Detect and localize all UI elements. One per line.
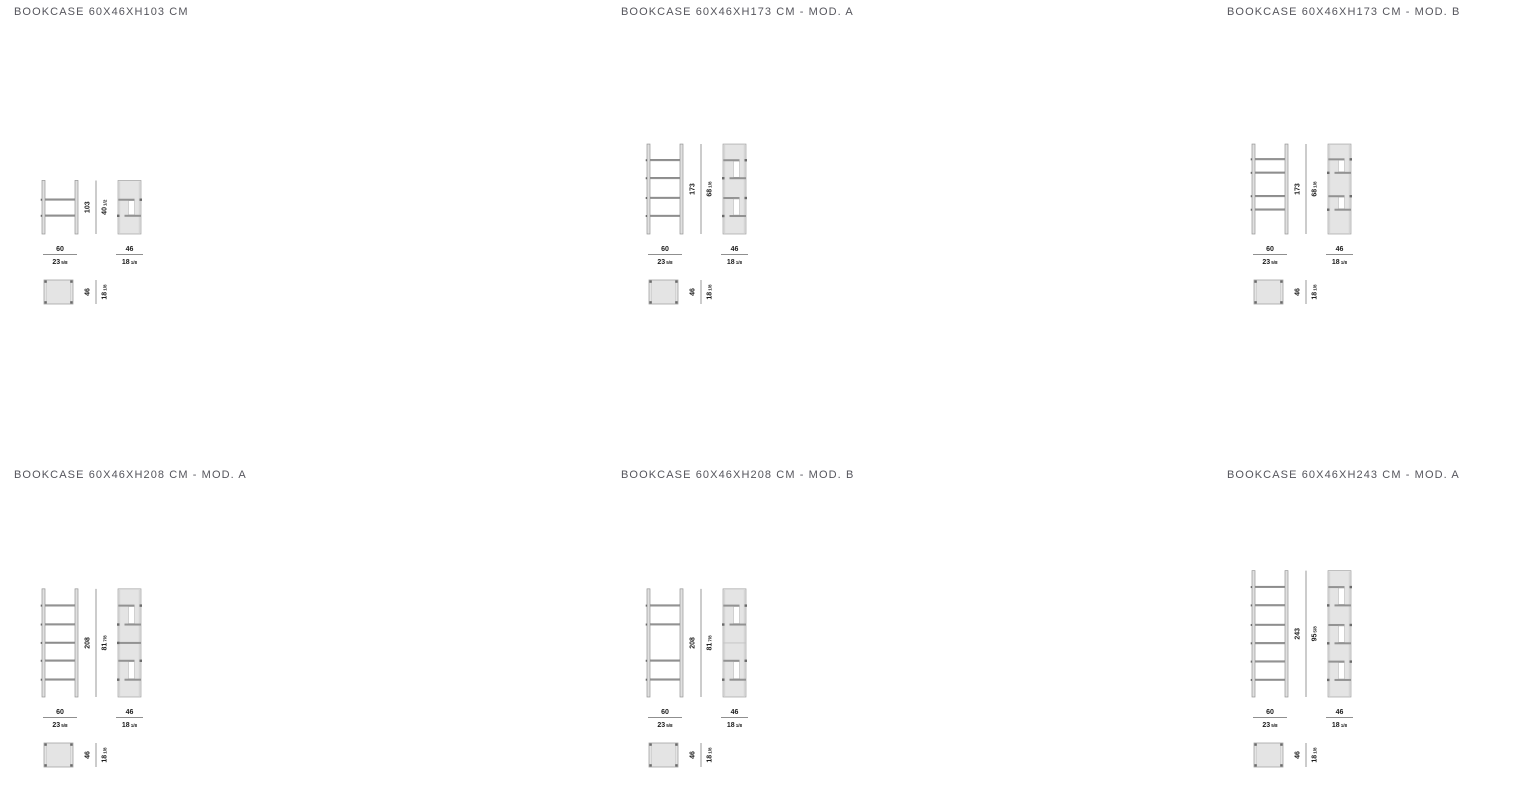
svg-text:181/8: 181/8: [121, 722, 138, 729]
width-dimension-side: [116, 246, 143, 266]
height-dimension: [1294, 144, 1318, 234]
height-dimension: [689, 144, 713, 234]
width-dimension-side: [116, 709, 143, 729]
svg-text:46: 46: [125, 246, 134, 253]
svg-text:173: 173: [689, 183, 697, 195]
svg-text:181/8: 181/8: [1331, 259, 1348, 266]
svg-text:60: 60: [661, 246, 669, 253]
svg-text:243: 243: [1294, 627, 1302, 640]
product-title: BOOKCASE 60X46XH208 CM - MOD. B: [621, 469, 855, 481]
front-elevation: [41, 180, 78, 234]
side-elevation: [722, 589, 747, 697]
product-cell: [607, 463, 1213, 796]
product-title: BOOKCASE 60X46XH103 CM: [14, 6, 189, 18]
product-cell: [1213, 0, 1537, 463]
technical-drawing: [40, 567, 170, 777]
height-dimension: [84, 180, 108, 234]
technical-drawing: [645, 567, 775, 777]
side-elevation: [117, 180, 142, 234]
front-elevation: [41, 589, 78, 697]
svg-text:817/8: 817/8: [706, 635, 714, 651]
svg-text:208: 208: [689, 637, 697, 649]
technical-drawing: [645, 104, 775, 314]
product-cell: [607, 0, 1213, 463]
product-title: BOOKCASE 60X46XH243 CM - MOD. A: [1227, 469, 1460, 481]
svg-text:46: 46: [1294, 288, 1302, 296]
svg-text:235/8: 235/8: [52, 259, 68, 266]
height-dimension: [1294, 571, 1318, 697]
svg-text:60: 60: [56, 246, 64, 253]
top-view: [649, 280, 678, 304]
svg-text:181/8: 181/8: [1311, 284, 1319, 300]
svg-text:181/8: 181/8: [726, 259, 743, 266]
svg-text:46: 46: [1335, 246, 1344, 253]
product-title: BOOKCASE 60X46XH173 CM - MOD. A: [621, 6, 854, 18]
side-elevation: [1327, 571, 1352, 697]
product-title: BOOKCASE 60X46XH208 CM - MOD. A: [14, 469, 247, 481]
svg-text:46: 46: [730, 709, 739, 716]
depth-dimension: [84, 280, 108, 304]
depth-dimension: [84, 743, 108, 767]
svg-text:181/8: 181/8: [101, 284, 109, 300]
side-elevation: [117, 589, 142, 697]
front-elevation: [1251, 144, 1288, 234]
svg-text:235/8: 235/8: [52, 722, 68, 729]
technical-drawing: [1250, 567, 1380, 777]
product-cell: [1213, 463, 1537, 796]
width-dimension-front: [1253, 709, 1287, 729]
technical-drawing: [40, 104, 170, 314]
top-view: [44, 743, 73, 767]
depth-dimension: [1294, 280, 1318, 304]
svg-text:46: 46: [84, 288, 92, 296]
svg-text:46: 46: [125, 709, 134, 716]
svg-text:955/8: 955/8: [1311, 626, 1319, 642]
width-dimension-front: [43, 709, 77, 729]
width-dimension-front: [648, 246, 682, 266]
width-dimension-front: [648, 709, 682, 729]
width-dimension-front: [1253, 246, 1287, 266]
svg-text:60: 60: [1266, 709, 1274, 716]
svg-text:103: 103: [84, 201, 92, 214]
svg-text:817/8: 817/8: [101, 635, 109, 651]
top-view: [1254, 280, 1283, 304]
top-view: [44, 280, 73, 304]
width-dimension-side: [721, 709, 748, 729]
width-dimension-side: [721, 246, 748, 266]
svg-text:181/8: 181/8: [121, 259, 138, 266]
side-elevation: [1327, 144, 1352, 234]
top-view: [649, 743, 678, 767]
svg-text:181/8: 181/8: [726, 722, 743, 729]
svg-text:173: 173: [1294, 183, 1302, 195]
front-elevation: [1251, 571, 1288, 697]
svg-text:46: 46: [84, 751, 92, 759]
svg-text:401/2: 401/2: [101, 199, 109, 215]
depth-dimension: [689, 743, 713, 767]
svg-text:681/8: 681/8: [1311, 181, 1319, 197]
svg-text:46: 46: [689, 751, 697, 759]
front-elevation: [646, 144, 683, 234]
depth-dimension: [689, 280, 713, 304]
svg-text:60: 60: [56, 709, 64, 716]
product-title: BOOKCASE 60X46XH173 CM - MOD. B: [1227, 6, 1461, 18]
svg-text:208: 208: [84, 637, 92, 649]
width-dimension-side: [1326, 709, 1353, 729]
height-dimension: [689, 589, 713, 697]
top-view: [1254, 743, 1283, 767]
svg-text:46: 46: [730, 246, 739, 253]
product-cell: [0, 463, 607, 796]
svg-text:235/8: 235/8: [657, 722, 673, 729]
svg-text:181/8: 181/8: [101, 747, 109, 763]
technical-drawing: [1250, 104, 1380, 314]
width-dimension-front: [43, 246, 77, 266]
front-elevation: [646, 589, 683, 697]
svg-text:60: 60: [661, 709, 669, 716]
width-dimension-side: [1326, 246, 1353, 266]
product-cell: [0, 0, 607, 463]
height-dimension: [84, 589, 108, 697]
svg-text:235/8: 235/8: [1262, 259, 1278, 266]
svg-text:60: 60: [1266, 246, 1274, 253]
svg-text:181/8: 181/8: [1331, 722, 1348, 729]
svg-text:235/8: 235/8: [657, 259, 673, 266]
svg-text:46: 46: [1294, 751, 1302, 759]
svg-text:181/8: 181/8: [706, 284, 714, 300]
svg-text:46: 46: [1335, 709, 1344, 716]
svg-text:681/8: 681/8: [706, 181, 714, 197]
svg-text:181/8: 181/8: [706, 747, 714, 763]
svg-text:235/8: 235/8: [1262, 722, 1278, 729]
depth-dimension: [1294, 743, 1318, 767]
svg-text:46: 46: [689, 288, 697, 296]
svg-text:181/8: 181/8: [1311, 747, 1319, 763]
side-elevation: [722, 144, 747, 234]
